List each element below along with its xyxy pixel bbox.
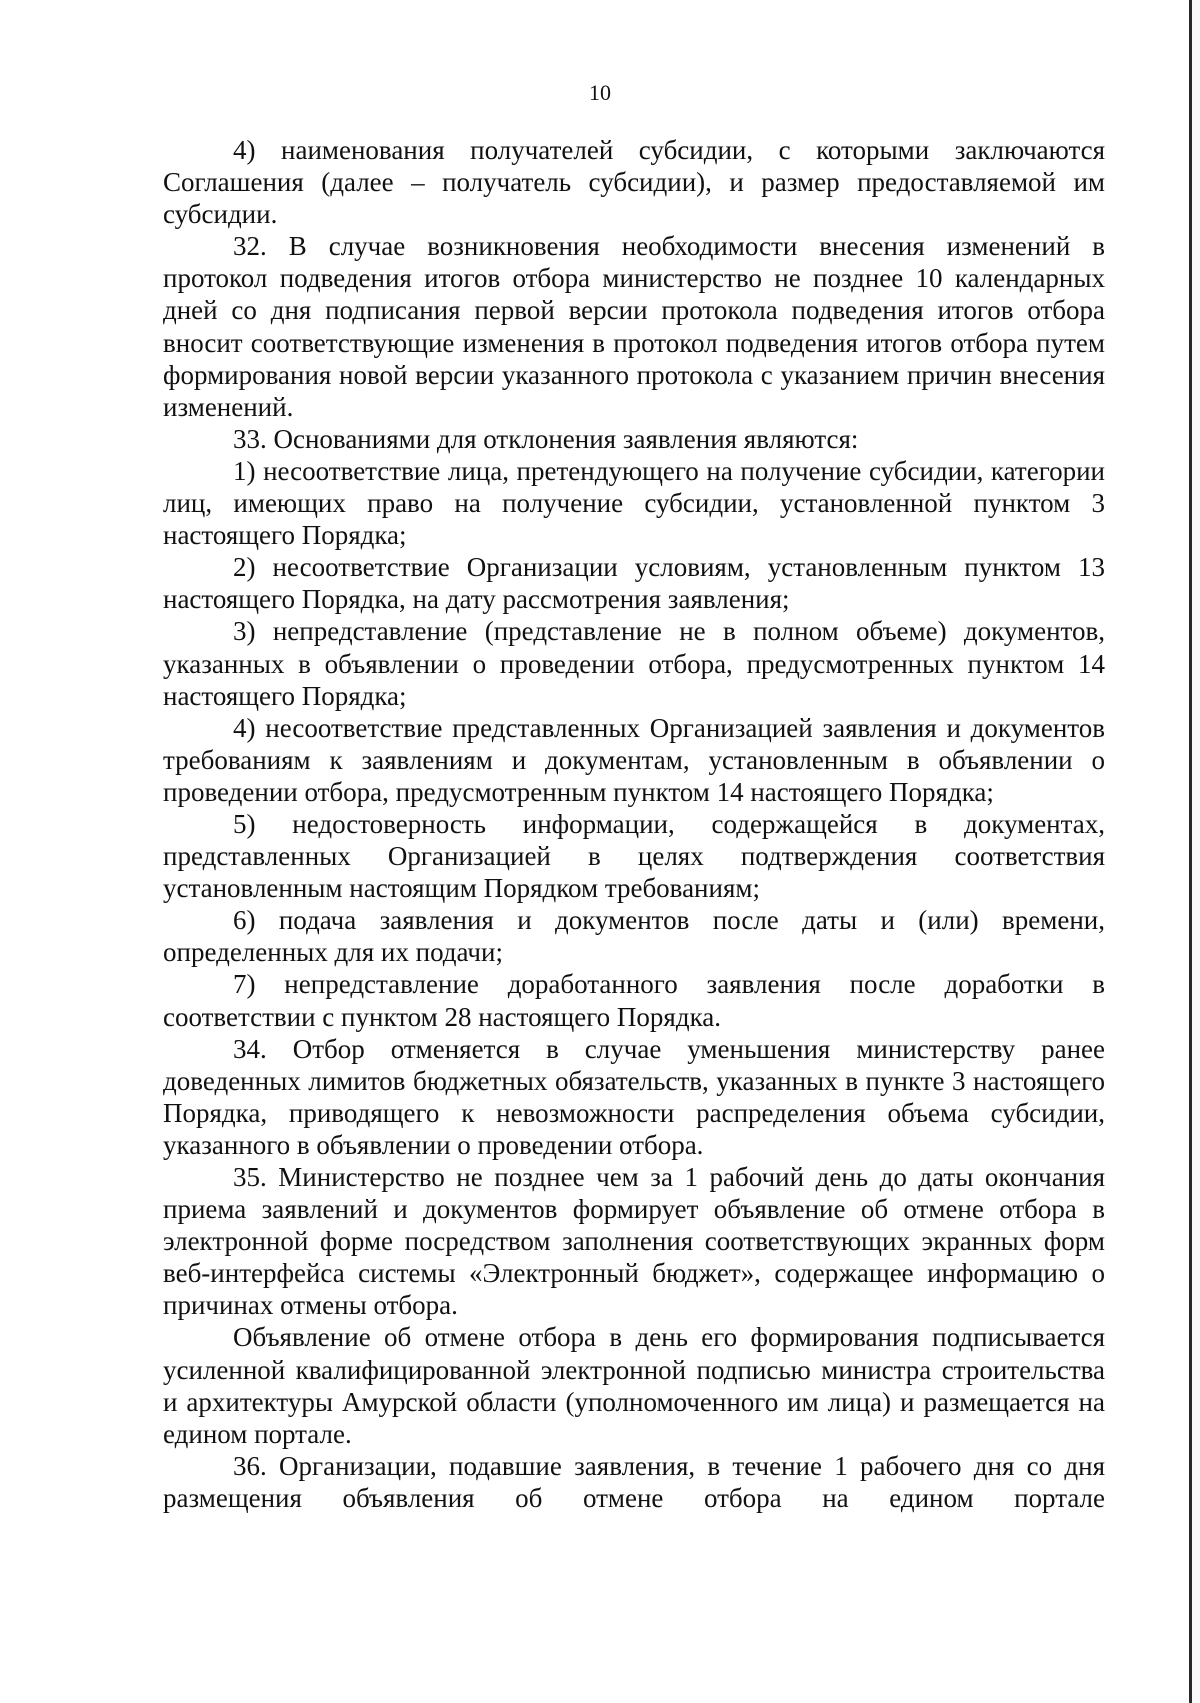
scan-edge-line <box>1189 0 1192 1703</box>
paragraph-34-cancellation: 34. Отбор отменяется в случае уменьшения министерству ранее доведенных лимитов бюджетных обязательств, указанных в пункте 3 настоящего Порядка, приводящего к невозможности распределения объема субсидии, указанного в объявлении о проведении отбора. <box>163 1033 1105 1160</box>
paragraph-notice-signing: Объявление об отмене отбора в день его формирования подписывается усиленной квалифицированной электронной подписью министра строительства и архитектуры Амурской области (уполномоченного им лица) и размещается на едином портале. <box>163 1322 1105 1449</box>
document-body <box>163 134 1105 1514</box>
paragraph-33-item-3: 3) непредставление (представление не в полном объеме) документов, указанных в объявлении о проведении отбора, предусмотренных пунктом 14 настоящего Порядка; <box>163 616 1105 711</box>
page-number: 10 <box>589 80 611 105</box>
paragraph-33-item-1: 1) несоответствие лица, претендующего на получение субсидии, категории лиц, имеющих право на получение субсидии, установленной пунктом 3 настоящего Порядка; <box>163 455 1105 551</box>
paragraph-33-rejection-grounds: 33. Основаниями для отклонения заявления являются: <box>233 423 859 454</box>
paragraph-33-item-5: 5) недостоверность информации, содержащейся в документах, представленных Организацией в целях подтверждения соответствия установленным настоящим Порядком требованиям; <box>163 808 1105 904</box>
paragraph-33-item-2: 2) несоответствие Организации условиям, установленным пунктом 13 настоящего Порядка, на дату рассмотрения заявления; <box>163 552 1105 615</box>
paragraph-36-organizations: 36. Организации, подавшие заявления, в течение 1 рабочего дня со дня размещения объявления об отмене отбора на едином портале <box>163 1450 1105 1513</box>
paragraph-33-item-4: 4) несоответствие представленных Организацией заявления и документов требованиям к заявлениям и документам, установленным в объявлении о проведении отбора, предусмотренным пунктом 14 настоящего Порядка; <box>163 712 1105 807</box>
paragraph-32-protocol-changes: 32. В случае возникновения необходимости внесения изменений в протокол подведения итогов отбора министерство не позднее 10 календарных дней со дня подписания первой версии протокола подведения итогов отбора вносит соответствующие изменения в протокол подведения итогов отбора путем формирования новой версии указанного протокола с указанием причин внесения изменений. <box>163 231 1105 422</box>
paragraph-35-cancellation-notice: 35. Министерство не позднее чем за 1 рабочий день до даты окончания приема заявлений и документов формирует объявление об отмене отбора в электронной форме посредством заполнения соответствующих экранных форм веб-интерфейса системы «Электронный бюджет», содержащее информацию о причинах отмены отбора. <box>163 1162 1105 1321</box>
paragraph-33-item-7: 7) непредставление доработанного заявления после доработки в соответствии с пунктом 28 настоящего Порядка. <box>163 969 1105 1032</box>
paragraph-item-4-recipients: 4) наименования получателей субсидии, с которыми заключаются Соглашения (далее – получатель субсидии), и размер предоставляемой им субсидии. <box>163 135 1105 230</box>
scan-margin <box>1192 0 1200 1703</box>
paragraph-33-item-6: 6) подача заявления и документов после даты и (или) времени, определенных для их подачи; <box>163 905 1105 968</box>
